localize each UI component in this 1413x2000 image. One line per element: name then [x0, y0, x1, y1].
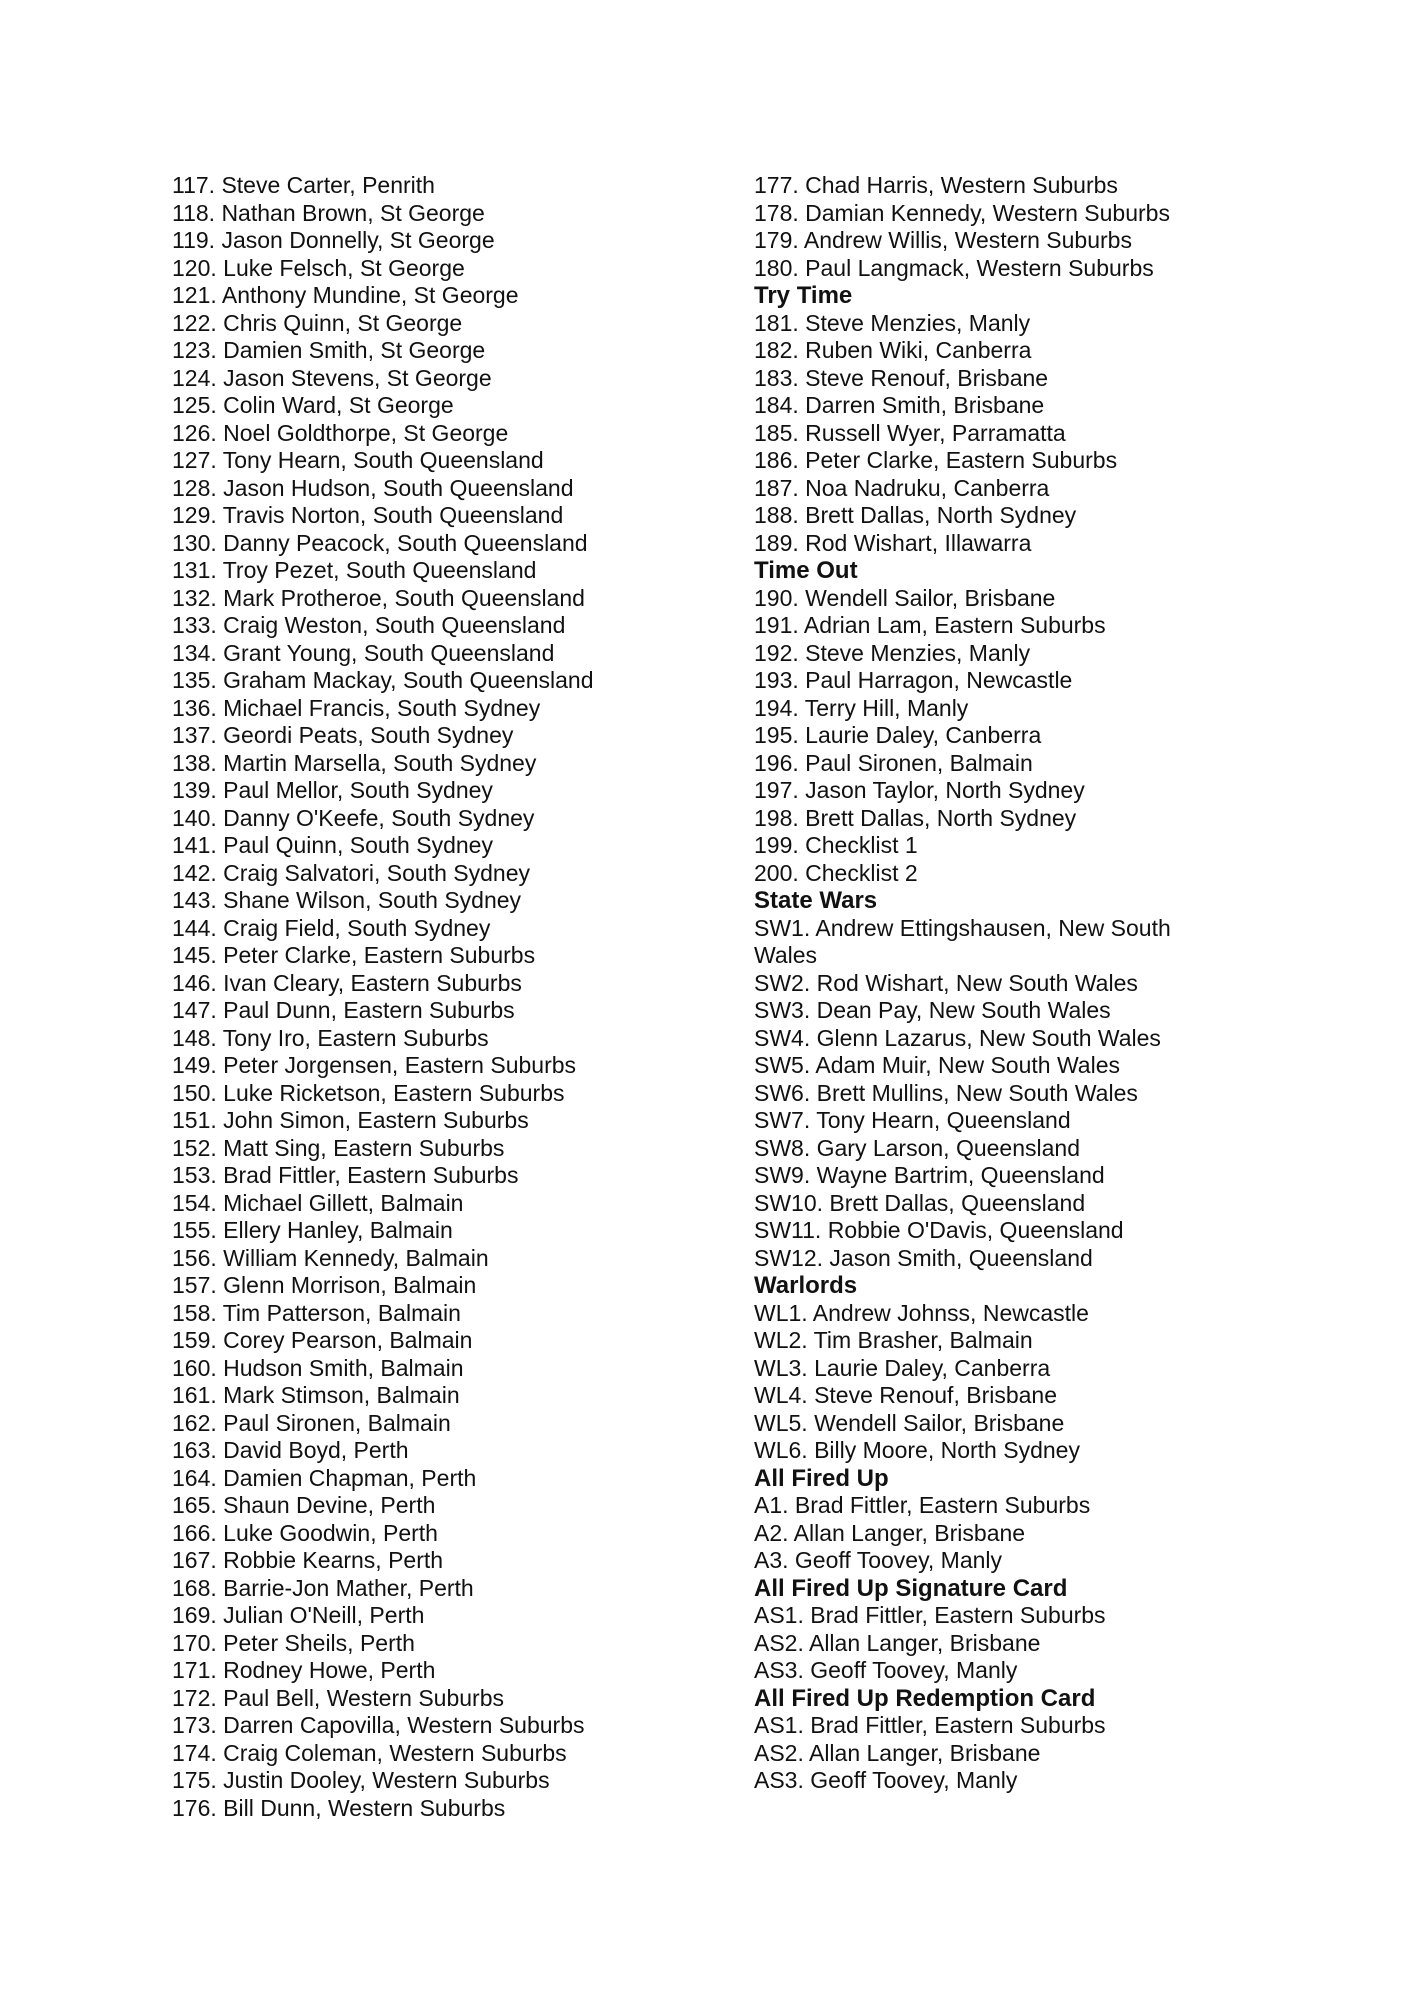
list-item: 194. Terry Hill, Manly	[754, 694, 969, 721]
section-heading-warlords: Warlords	[754, 1272, 858, 1299]
list-item: 166. Luke Goodwin, Perth	[172, 1519, 438, 1546]
list-item: WL5. Wendell Sailor, Brisbane	[754, 1409, 1065, 1436]
list-item: 133. Craig Weston, South Queensland	[172, 612, 566, 638]
list-item: 180. Paul Langmack, Western Suburbs	[754, 254, 1154, 281]
section-heading-time-out: Time Out	[754, 557, 858, 584]
list-item: 197. Jason Taylor, North Sydney	[754, 777, 1085, 803]
list-item: SW10. Brett Dallas, Queensland	[754, 1189, 1086, 1216]
list-item: 156. William Kennedy, Balmain	[172, 1244, 489, 1271]
list-item: 188. Brett Dallas, North Sydney	[754, 502, 1077, 528]
list-item: AS2. Allan Langer, Brisbane	[754, 1629, 1041, 1656]
list-item: 175. Justin Dooley, Western Suburbs	[172, 1767, 550, 1793]
list-item: 159. Corey Pearson, Balmain	[172, 1327, 473, 1353]
list-item: 123. Damien Smith, St George	[172, 337, 486, 363]
list-item: 174. Craig Coleman, Western Suburbs	[172, 1739, 567, 1766]
list-item: 190. Wendell Sailor, Brisbane	[754, 584, 1056, 611]
list-item: A2. Allan Langer, Brisbane	[754, 1519, 1026, 1546]
list-item: WL1. Andrew Johnss, Newcastle	[754, 1299, 1089, 1326]
list-item: 136. Michael Francis, South Sydney	[172, 694, 541, 721]
section-heading-all-fired-up-signature: All Fired Up Signature Card	[754, 1574, 1068, 1602]
list-item: 139. Paul Mellor, South Sydney	[172, 777, 493, 803]
section-heading-all-fired-up: All Fired Up	[754, 1464, 889, 1492]
list-item: 183. Steve Renouf, Brisbane	[754, 364, 1049, 391]
list-item: 141. Paul Quinn, South Sydney	[172, 832, 493, 858]
list-item: 137. Geordi Peats, South Sydney	[172, 722, 514, 748]
list-item: AS3. Geoff Toovey, Manly	[754, 1657, 1018, 1683]
list-item: 181. Steve Menzies, Manly	[754, 309, 1031, 336]
section-heading-state-wars: State Wars	[754, 887, 878, 914]
list-item: 146. Ivan Cleary, Eastern Suburbs	[172, 969, 522, 996]
list-item: 120. Luke Felsch, St George	[172, 254, 465, 281]
list-item: 160. Hudson Smith, Balmain	[172, 1354, 464, 1381]
list-item: SW2. Rod Wishart, New South Wales	[754, 969, 1138, 996]
list-item: 119. Jason Donnelly, St George	[172, 227, 495, 253]
list-item: 128. Jason Hudson, South Queensland	[172, 474, 574, 501]
list-item: SW6. Brett Mullins, New South Wales	[754, 1079, 1138, 1106]
list-item: 200. Checklist 2	[754, 859, 918, 886]
list-item: 143. Shane Wilson, South Sydney	[172, 887, 522, 913]
list-item: A3. Geoff Toovey, Manly	[754, 1547, 1003, 1573]
list-item: 172. Paul Bell, Western Suburbs	[172, 1684, 504, 1711]
list-item: 168. Barrie-Jon Mather, Perth	[172, 1574, 474, 1601]
list-item: 191. Adrian Lam, Eastern Suburbs	[754, 612, 1106, 638]
list-item: 177. Chad Harris, Western Suburbs	[754, 172, 1118, 198]
list-item: 142. Craig Salvatori, South Sydney	[172, 859, 530, 886]
list-item: 182. Ruben Wiki, Canberra	[754, 337, 1032, 363]
list-item: 154. Michael Gillett, Balmain	[172, 1189, 464, 1216]
list-item: 185. Russell Wyer, Parramatta	[754, 419, 1066, 446]
list-item: 131. Troy Pezet, South Queensland	[172, 557, 537, 583]
list-item: 161. Mark Stimson, Balmain	[172, 1382, 460, 1408]
list-item: SW5. Adam Muir, New South Wales	[754, 1052, 1121, 1078]
list-item: 198. Brett Dallas, North Sydney	[754, 804, 1077, 831]
list-item: 167. Robbie Kearns, Perth	[172, 1547, 444, 1573]
list-item: 187. Noa Nadruku, Canberra	[754, 474, 1050, 501]
list-item: 164. Damien Chapman, Perth	[172, 1464, 477, 1491]
right-column	[754, 172, 1194, 1795]
list-item: 179. Andrew Willis, Western Suburbs	[754, 227, 1132, 253]
list-item: 169. Julian O'Neill, Perth	[172, 1602, 425, 1628]
section-heading-try-time: Try Time	[754, 282, 853, 309]
list-item: WL4. Steve Renouf, Brisbane	[754, 1382, 1057, 1408]
list-item: SW7. Tony Hearn, Queensland	[754, 1107, 1071, 1133]
list-item: 126. Noel Goldthorpe, St George	[172, 419, 509, 446]
list-item: 189. Rod Wishart, Illawarra	[754, 529, 1032, 556]
list-item: SW9. Wayne Bartrim, Queensland	[754, 1162, 1105, 1188]
list-item: 145. Peter Clarke, Eastern Suburbs	[172, 942, 536, 968]
list-item: 132. Mark Protheroe, South Queensland	[172, 584, 585, 611]
list-item: 196. Paul Sironen, Balmain	[754, 749, 1033, 776]
list-item: 118. Nathan Brown, St George	[172, 199, 485, 226]
list-item: 195. Laurie Daley, Canberra	[754, 722, 1042, 748]
list-item: 199. Checklist 1	[754, 832, 918, 858]
list-item: SW3. Dean Pay, New South Wales	[754, 997, 1111, 1023]
list-item: 129. Travis Norton, South Queensland	[172, 502, 564, 528]
list-item: WL6. Billy Moore, North Sydney	[754, 1437, 1080, 1463]
list-item: 117. Steve Carter, Penrith	[172, 172, 435, 198]
list-item: SW12. Jason Smith, Queensland	[754, 1244, 1093, 1271]
list-item: SW1. Andrew Ettingshausen, New South Wales	[754, 914, 1171, 968]
list-item: WL3. Laurie Daley, Canberra	[754, 1354, 1051, 1381]
list-item: 121. Anthony Mundine, St George	[172, 282, 519, 308]
list-item: WL2. Tim Brasher, Balmain	[754, 1327, 1033, 1353]
list-item: 173. Darren Capovilla, Western Suburbs	[172, 1712, 585, 1738]
list-item: 147. Paul Dunn, Eastern Suburbs	[172, 997, 515, 1023]
list-item: 144. Craig Field, South Sydney	[172, 914, 491, 941]
list-item: 170. Peter Sheils, Perth	[172, 1629, 415, 1656]
list-item: AS2. Allan Langer, Brisbane	[754, 1739, 1041, 1766]
list-item: 162. Paul Sironen, Balmain	[172, 1409, 451, 1436]
list-item: 178. Damian Kennedy, Western Suburbs	[754, 199, 1170, 226]
list-item: 163. David Boyd, Perth	[172, 1437, 409, 1463]
list-item: AS3. Geoff Toovey, Manly	[754, 1767, 1018, 1793]
list-item: 153. Brad Fittler, Eastern Suburbs	[172, 1162, 519, 1188]
list-item: 157. Glenn Morrison, Balmain	[172, 1272, 477, 1298]
list-item: SW8. Gary Larson, Queensland	[754, 1134, 1080, 1161]
list-item: 134. Grant Young, South Queensland	[172, 639, 555, 666]
list-item: 192. Steve Menzies, Manly	[754, 639, 1031, 666]
list-item: 140. Danny O'Keefe, South Sydney	[172, 804, 535, 831]
list-item: A1. Brad Fittler, Eastern Suburbs	[754, 1492, 1091, 1518]
list-item: 138. Martin Marsella, South Sydney	[172, 749, 537, 776]
list-item: AS1. Brad Fittler, Eastern Suburbs	[754, 1602, 1106, 1628]
list-item: AS1. Brad Fittler, Eastern Suburbs	[754, 1712, 1106, 1738]
list-item: 151. John Simon, Eastern Suburbs	[172, 1107, 529, 1133]
list-item: 184. Darren Smith, Brisbane	[754, 392, 1045, 418]
list-item: 176. Bill Dunn, Western Suburbs	[172, 1794, 506, 1821]
list-item: 186. Peter Clarke, Eastern Suburbs	[754, 447, 1118, 473]
list-item: 130. Danny Peacock, South Queensland	[172, 529, 588, 556]
list-item: 171. Rodney Howe, Perth	[172, 1657, 436, 1683]
list-item: 124. Jason Stevens, St George	[172, 364, 492, 391]
list-item: 125. Colin Ward, St George	[172, 392, 454, 418]
list-item: 152. Matt Sing, Eastern Suburbs	[172, 1134, 505, 1161]
list-item: 135. Graham Mackay, South Queensland	[172, 667, 594, 693]
list-item: 127. Tony Hearn, South Queensland	[172, 447, 544, 473]
list-item: 149. Peter Jorgensen, Eastern Suburbs	[172, 1052, 577, 1078]
section-heading-all-fired-up-redemption: All Fired Up Redemption Card	[754, 1684, 1096, 1712]
left-column	[172, 172, 712, 1822]
list-item: 150. Luke Ricketson, Eastern Suburbs	[172, 1079, 565, 1106]
list-item: 148. Tony Iro, Eastern Suburbs	[172, 1024, 489, 1051]
list-item: 155. Ellery Hanley, Balmain	[172, 1217, 453, 1243]
list-item: SW11. Robbie O'Davis, Queensland	[754, 1217, 1124, 1243]
list-item: 165. Shaun Devine, Perth	[172, 1492, 436, 1518]
list-item: 158. Tim Patterson, Balmain	[172, 1299, 461, 1326]
list-item: 193. Paul Harragon, Newcastle	[754, 667, 1073, 693]
list-item: 122. Chris Quinn, St George	[172, 309, 463, 336]
list-item: SW4. Glenn Lazarus, New South Wales	[754, 1024, 1161, 1051]
